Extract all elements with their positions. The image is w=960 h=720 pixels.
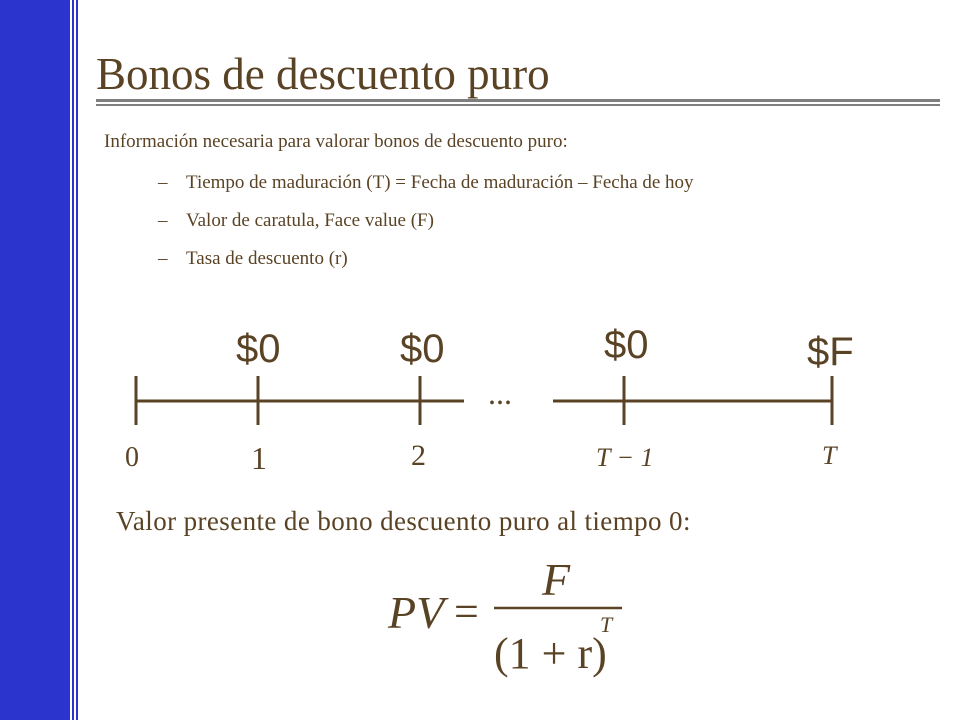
formula-lhs: PV — [388, 587, 445, 638]
formula-denominator: (1 + r) — [494, 629, 607, 678]
period-label-t: T — [822, 441, 837, 470]
intro-text: Información necesaria para valorar bonos de descuento puro: — [104, 131, 568, 152]
period-label-t-minus-1: T − 1 — [596, 443, 654, 472]
period-label-2: 2 — [411, 439, 426, 472]
timeline-ellipsis: ... — [488, 375, 512, 411]
cashflow-label-t-minus-1: $0 — [604, 323, 649, 367]
slide-title: Bonos de descuento puro — [96, 49, 550, 99]
bullet-text: Tasa de descuento (r) — [186, 248, 348, 269]
bullet-dash: – — [158, 172, 168, 193]
formula-equals: = — [454, 587, 479, 636]
formula-exponent: T — [600, 612, 613, 637]
bullet-text: Tiempo de maduración (T) = Fecha de maduración – Fecha de hoy — [186, 172, 694, 193]
cashflow-label-1: $0 — [236, 327, 281, 371]
period-label-1: 1 — [251, 440, 267, 476]
bullet-dash: – — [158, 248, 168, 269]
period-label-0: 0 — [125, 442, 139, 473]
bullet-dash: – — [158, 210, 168, 231]
formula-numerator: F — [542, 554, 571, 605]
pv-caption: Valor presente de bono descuento puro al tiempo 0: — [116, 506, 691, 536]
cashflow-label-t: $F — [807, 330, 854, 374]
bullet-text: Valor de caratula, Face value (F) — [186, 210, 434, 231]
cashflow-label-2: $0 — [400, 327, 445, 371]
